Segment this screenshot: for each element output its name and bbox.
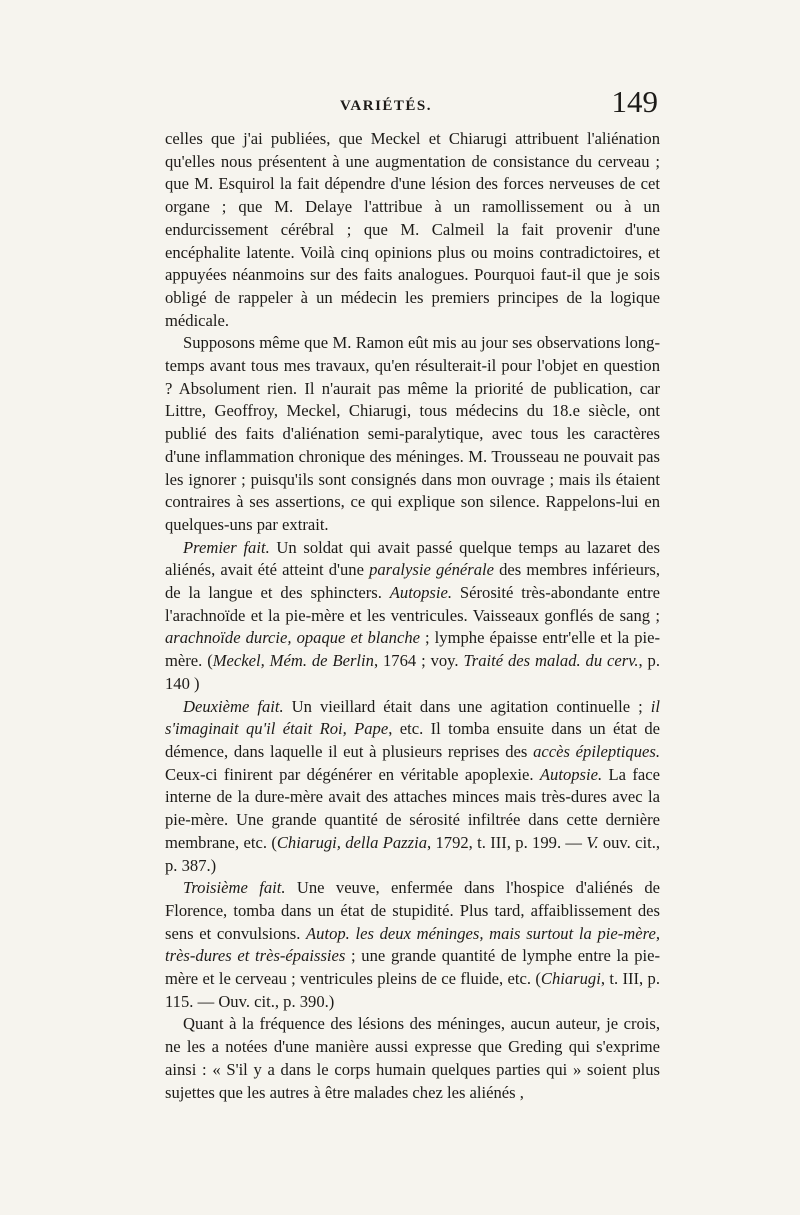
italic-text: Chiarugi, della Pazzia bbox=[276, 832, 428, 852]
text-run: Une veuve, enfermée dans l'hospice d'aliénés de Florence, tomba dans un état de stupidité. Plus tard, affaiblissement des sens et convulsions. bbox=[165, 878, 660, 943]
italic-text: accès épileptiques. bbox=[533, 741, 660, 761]
text-run: ouv. cit., p. 387.) bbox=[165, 832, 660, 875]
text-run: Un vieillard était dans une agitation continuelle ; bbox=[283, 696, 651, 716]
text-run: , 1792, t. III, p. 199. — bbox=[427, 832, 587, 852]
italic-text: Troisième fait. bbox=[183, 878, 286, 898]
text-run: , p. 140 ) bbox=[165, 651, 660, 693]
italic-text: Traité des malad. du cerv. bbox=[463, 651, 639, 671]
paragraph-4 bbox=[165, 696, 660, 878]
running-head bbox=[165, 84, 660, 128]
page-number: 149 bbox=[611, 84, 658, 119]
text-run: des membres inférieurs, de la langue et des sphincters. bbox=[165, 560, 660, 603]
text-run: Quant à la fréquence des lésions des méninges, aucun auteur, je crois, ne les a notées d'une manière aussi expresse que Greding qui s'exprime ainsi : « S'il y a dans le corps humain quelques parties qui » soient plus sujettes que les autres à être malades chez les aliénés , bbox=[165, 1014, 660, 1102]
italic-text: il s'imaginait qu'il était Roi, Pape bbox=[165, 696, 660, 739]
text-run: Un soldat qui avait passé quelque temps au lazaret des aliénés, avait été atteint d'une bbox=[165, 537, 660, 580]
text-run: ; lymphe épaisse entr'elle et la pie-mère. ( bbox=[165, 628, 660, 671]
text-run: Supposons même que M. Ramon eût mis au jour ses observations long-temps avant tous mes travaux, qu'en résulterait-il pour l'objet en question ? Absolument rien. Il n'aurait pas même la priorité de publication, car Littre, Geoffroy, Meckel, Chiarugi, tous médecins du 18.e siècle, ont publié des faits d'aliénation semi-paralytique, avec tous les caractères d'une inflammation chronique des méninges. M. Trousseau ne pouvait pas les ignorer ; puisqu'ils sont consignés dans mon ouvrage ; mais ils étaient contraires à ses assertions, ce qui explique son silence. Rappelons-lui en quelques-uns par extrait. bbox=[165, 333, 660, 534]
italic-text: Autopsie. bbox=[539, 764, 603, 784]
italic-text: Autopsie. bbox=[389, 583, 452, 603]
italic-text: V. bbox=[586, 832, 599, 852]
paragraph-6 bbox=[165, 1013, 660, 1104]
body-text bbox=[165, 128, 660, 1104]
text-run: Sérosité très-abondante entre l'arachnoïde et la pie-mère et les ventricules. Vaisseaux gonflés de sang ; bbox=[165, 583, 660, 625]
text-run: , t. III, p. 115. — Ouv. cit., p. 390.) bbox=[165, 969, 660, 1011]
italic-text: Chiarugi bbox=[540, 969, 601, 989]
text-run: celles que j'ai publiées, que Meckel et Chiarugi attribuent l'aliénation qu'elles nous présentent à une augmentation de consistance du cerveau ; que M. Esquirol la fait dépendre d'une lésion des forces nerveuses de cet organe ; que M. Delaye l'attribue à un ramollissement ou à un endurcissement cérébral ; que M. Calmeil la fait provenir d'une encéphalite latente. Voilà cinq opinions plus ou moins contradictoires, et appuyées néanmoins sur des faits analogues. Pourquoi faut-il que je sois obligé de rappeler à un médecin les premiers principes de la logique médicale. bbox=[165, 129, 660, 330]
paragraph-5 bbox=[165, 877, 660, 1013]
italic-text: arachnoïde durcie, opaque et blanche bbox=[165, 628, 420, 648]
text-run: Ceux-ci finirent par dégénérer en véritable apoplexie. bbox=[165, 764, 540, 784]
paragraph-1 bbox=[165, 128, 660, 332]
running-title: VARIÉTÉS. bbox=[340, 98, 433, 114]
paragraph-2 bbox=[165, 332, 660, 536]
italic-text: Premier fait. bbox=[183, 537, 270, 557]
italic-text: Deuxième fait. bbox=[183, 696, 284, 716]
text-run: ; une grande quantité de lymphe entre la pie-mère et le cerveau ; ventricules pleins de ce fluide, etc. ( bbox=[165, 946, 660, 989]
italic-text: Meckel, Mém. de Berlin bbox=[212, 651, 374, 671]
text-run: , 1764 ; voy. bbox=[373, 651, 464, 671]
paragraph-3 bbox=[165, 537, 660, 696]
text-run: La face interne de la dure-mère avait des attaches minces mais très-dures avec la pie-mère. Une grande quantité de sérosité infiltrée dans cette dernière membrane, etc. ( bbox=[165, 764, 661, 852]
text-run: , etc. Il tomba ensuite dans un état de démence, dans laquelle il eut à plusieurs reprises des bbox=[165, 719, 660, 761]
italic-text: Autop. les deux méninges, mais surtout la pie-mère, très-dures et très-épaissies bbox=[165, 923, 660, 966]
italic-text: paralysie générale bbox=[369, 560, 494, 580]
